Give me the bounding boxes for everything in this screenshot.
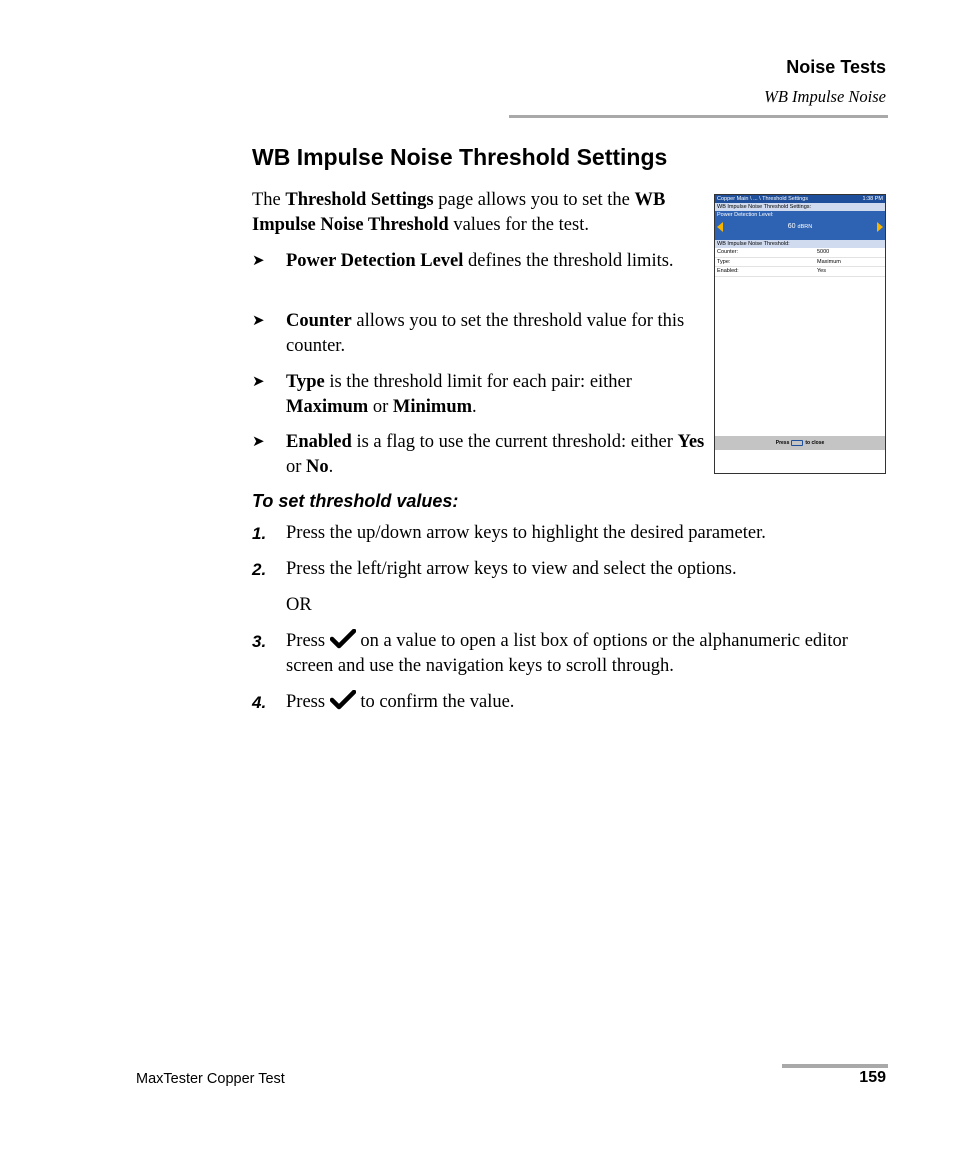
step-3: 3. Press on a value to open a list box of options or the alphanumeric editor screen and use the navigation keys to scroll through. <box>252 631 848 676</box>
left-arrow-icon[interactable] <box>717 222 723 232</box>
checkmark-icon <box>330 629 356 649</box>
intro-paragraph: The Threshold Settings page allows you to set the WB Impulse Noise Threshold values for the test. <box>252 190 666 235</box>
device-field-label: Power Detection Level: <box>715 211 885 219</box>
footer-product: MaxTester Copper Test <box>136 1071 285 1087</box>
device-row-enabled[interactable]: Enabled: Yes <box>715 267 885 277</box>
bullet-arrow-icon: ➤ <box>252 253 265 269</box>
procedure-title: To set threshold values: <box>252 491 459 511</box>
section-heading: WB Impulse Noise Threshold Settings <box>252 144 668 170</box>
device-title-bar: Copper Main \ ... \ Threshold Settings 1:38 PM <box>717 196 883 202</box>
checkmark-icon <box>330 690 356 710</box>
step-number: 1. <box>252 524 267 543</box>
step-number: 2. <box>252 560 267 579</box>
device-screenshot <box>714 194 886 474</box>
step-number: 4. <box>252 693 267 712</box>
section-subtitle: WB Impulse Noise <box>764 87 886 106</box>
bullet-counter: ➤ Counter allows you to set the threshold value for this counter. <box>252 311 685 356</box>
step-number: 3. <box>252 632 267 651</box>
bullet-arrow-icon: ➤ <box>252 434 265 450</box>
chapter-title: Noise Tests <box>786 57 886 77</box>
device-row-type[interactable]: Type: Maximum <box>715 258 885 268</box>
device-row-counter[interactable]: Counter: 5000 <box>715 248 885 258</box>
step-2: 2. Press the left/right arrow keys to view and select the options. <box>252 557 882 582</box>
device-section-header: WB Impulse Noise Threshold Settings: <box>715 203 885 211</box>
bullet-arrow-icon: ➤ <box>252 313 265 329</box>
bullet-enabled: ➤ Enabled is a flag to use the current threshold: either Yes or No. <box>252 432 705 477</box>
device-bottom-bar: Press to close <box>715 436 885 450</box>
step-4: 4. Press to confirm the value. <box>252 690 882 715</box>
right-arrow-icon[interactable] <box>877 222 883 232</box>
step-1: 1. Press the up/down arrow keys to highlight the desired parameter. <box>252 521 882 546</box>
bullet-power-detection: ➤ Power Detection Level defines the threshold limits. <box>252 249 707 274</box>
device-time: 1:38 PM <box>862 196 883 202</box>
back-key-icon <box>791 440 803 446</box>
page-number: 159 <box>859 1069 886 1086</box>
or-text: OR <box>286 595 312 615</box>
footer-rule <box>782 1064 888 1068</box>
header-rule <box>509 115 888 118</box>
bullet-type: ➤ Type is the threshold limit for each pair: either Maximum or Minimum. <box>252 372 632 417</box>
device-section-header: WB Impulse Noise Threshold: <box>715 240 885 248</box>
device-field-value[interactable]: 60 dBRN <box>715 219 885 235</box>
bullet-arrow-icon: ➤ <box>252 374 265 390</box>
